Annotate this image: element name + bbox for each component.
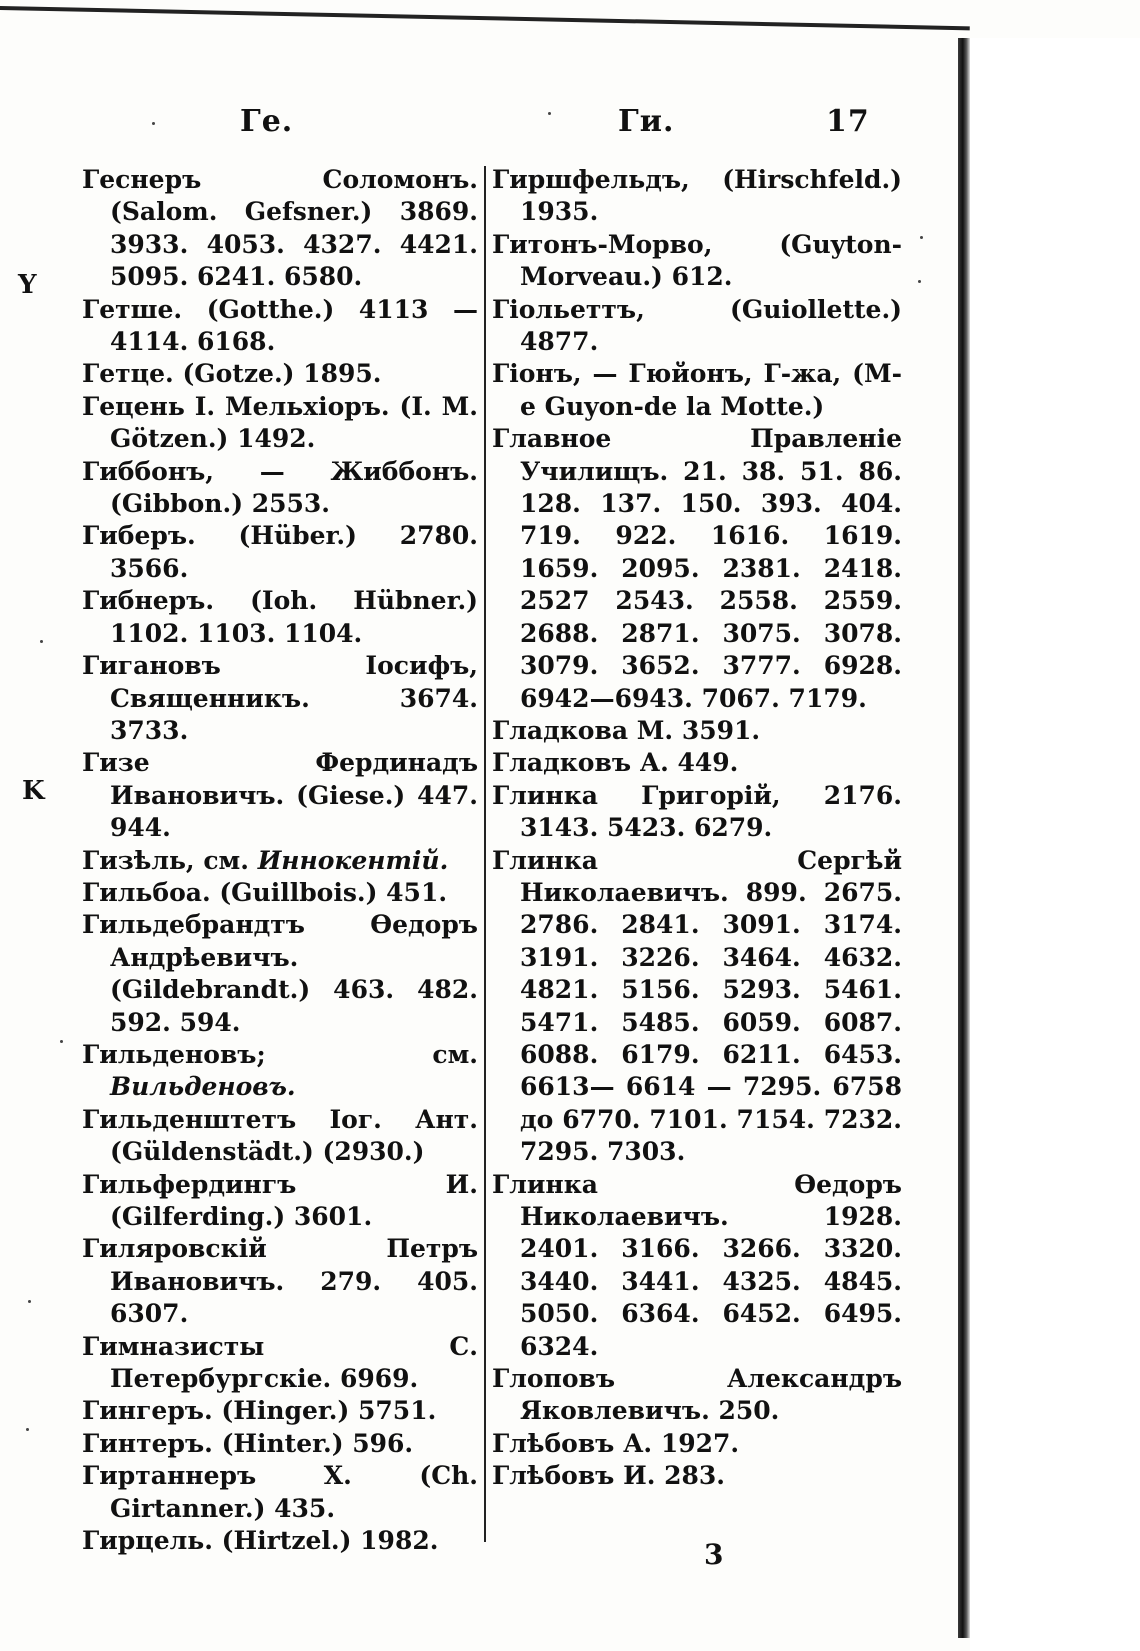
print-speck [152,122,155,125]
index-entry: Гиббонъ, — Жиббонъ. (Gibbon.) 2553. [82,456,478,519]
index-entry: Гладковъ А. 449. [492,748,739,778]
print-speck [548,112,551,115]
index-entry: Гизе Фердинадъ Ивановичъ. (Giese.) 447. 944. [82,748,478,843]
index-entry: Гильбоа. (Guillbois.) 451. [82,877,448,907]
cross-ref-italic: Вильденовъ. [110,1072,296,1102]
index-entry: Глинка Григорiй, 2176. 3143. 5423. 6279. [492,780,902,843]
margin-mark-1: Y [18,270,37,300]
index-entry: Гиртаннеръ X. (Ch. Girtanner.) 435. [82,1461,478,1523]
index-entry: Гецень I. Мельхiоръ. (I. M. Götzen.) 1492. [82,391,478,454]
index-entry: Гетше. (Gotthe.) 4113 — 4114. 6168. [82,294,478,357]
index-entry: Гингеръ. (Hinger.) 5751. [82,1396,437,1426]
index-entry: Гiонъ, — Гюйонъ, Г-жа, (M-e Guyon-de la Motte.) [492,359,902,421]
index-entry: Главное Правленiе Училищъ. 21. 38. 51. 86. 128. 137. 150. 393. 404. 719. 922. 1616. 1619. 1659. 2095. 2381. 2418. 2527 2543. 2558. 2559. 2688. 2871. 3075. 3078. 3079. 3652. 3777. 6928. 6942—6943. 7067. 7179. [492,424,902,713]
print-speck [60,1040,63,1043]
top-border-rule [0,6,970,30]
margin-mark-2: K [22,776,45,806]
index-entry: Глѣбовъ И. 283. [492,1461,725,1491]
index-entry: Глоповъ Александръ Яковлевичъ. 250. [492,1364,902,1426]
index-entry: Гиляровскiй Петръ Ивановичъ. 279. 405. 6307. [82,1234,478,1329]
index-entry: Гигановъ Iосифъ, Священникъ. 3674. 3733. [82,651,478,745]
index-entry-cross-ref [82,845,478,877]
print-speck [40,640,43,643]
index-entry: Гетце. (Gotze.) 1895. [82,359,382,389]
index-entry: Гильдебрандтъ Өедоръ Андрѣевичъ. (Gildebrandt.) 463. 482. 592. 594. [82,910,478,1037]
index-entry: Глинка Өедоръ Николаевичъ. 1928. 2401. 3166. 3266. 3320. 3440. 3441. 4325. 4845. 5050. 6364. 6452. 6495. 6324. [492,1169,902,1361]
index-entry-cross-ref [82,1039,478,1104]
print-speck [28,1300,31,1303]
index-entry: Гиберъ. (Hüber.) 2780. 3566. [82,521,478,583]
index-entry: Гладкова М. 3591. [492,715,761,745]
index-entry: Гиршфельдъ, (Hirschfeld.) 1935. [492,165,902,227]
cross-ref-italic: Иннокентiй. [257,845,449,875]
print-speck [918,280,921,283]
left-index-column [82,164,478,1557]
running-head-left: Ге. [240,104,294,139]
entry-text: Гизѣль, см. [82,845,258,875]
entry-text: Гильденовъ; см. [82,1039,478,1069]
index-entry: Глѣбовъ А. 1927. [492,1428,740,1458]
running-head-middle: Ги. [618,104,675,139]
page-outer-margin [970,38,1140,1651]
page-number: 17 [826,104,870,139]
right-index-column [492,164,902,1493]
index-entry: Гибнеръ. (Ioh. Hübner.) 1102. 1103. 1104. [82,586,478,648]
index-entry: Гильденштетъ Iог. Ант. (Güldenstädt.) (2930.) [82,1104,478,1167]
print-speck [920,236,923,239]
index-entry: Гiольеттъ, (Guiollette.) 4877. [492,294,902,357]
index-entry: Гитонъ-Морво, (Guyton-Morveau.) 612. [492,229,902,292]
print-speck [26,1428,29,1431]
index-entry: Гимназисты С. Петербургскiе. 6969. [82,1331,478,1394]
index-entry: Геснеръ Соломонъ. (Salom. Gefsner.) 3869. 3933. 4053. 4327. 4421. 5095. 6241. 6580. [82,165,478,292]
index-entry: Глинка Сергѣй Николаевичъ. 899. 2675. 2786. 2841. 3091. 3174. 3191. 3226. 3464. 4632. 4821. 5156. 5293. 5461. 5471. 5485. 6059. 6087. 6088. 6179. 6211. 6453. 6613— 6614 — 7295. 6758 до 6770. 7101. 7154. 7232. 7295. 7303. [492,845,902,1167]
index-entry: Гирцель. (Hirtzel.) 1982. [82,1526,439,1556]
page-right-edge [958,38,970,1638]
index-entry: Гинтеръ. (Hinter.) 596. [82,1428,414,1458]
index-entry: Гильфердингъ И. (Gilferding.) 3601. [82,1169,478,1231]
signature-mark: 3 [704,1538,724,1571]
column-divider [484,166,486,1542]
